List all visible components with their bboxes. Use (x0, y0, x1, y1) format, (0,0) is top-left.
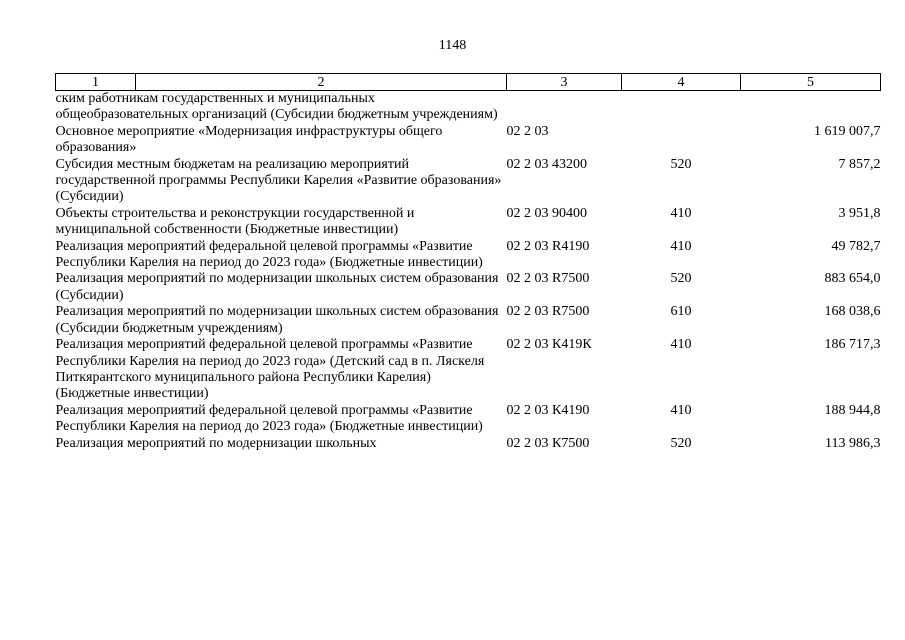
row-code: 02 2 03 R7500 (506, 271, 590, 287)
row-sum (741, 91, 881, 124)
row-sum: 883 654,0 (824, 271, 881, 287)
row-vr: 410 (670, 238, 692, 254)
row-code: 02 2 03 К419К (506, 337, 592, 353)
header-row (56, 74, 881, 91)
table-row (56, 304, 881, 337)
table-row (56, 239, 881, 272)
table-row (56, 436, 881, 452)
row-code (507, 91, 622, 124)
header-col-5: 5 (741, 74, 881, 91)
table-header (56, 74, 881, 91)
page-number: 1148 (438, 38, 467, 53)
row-vr: 520 (670, 271, 692, 287)
row-name: Реализация мероприятий федеральной целевой программы «Развитие Республики Карелия на период до 2023 года» (Детский сад в п. Ляскеля Питкярантского муниципального района Республики Карелия) (Бюджетные инвестиции) (55, 337, 485, 402)
row-name: Объекты строительства и реконструкции государственной и муниципальной собственности (Бюджетные инвестиции) (55, 205, 415, 238)
header-col-2: 2 (136, 74, 507, 91)
row-name: ским работникам государственных и муниципальных общеобразовательных организаций (Субсидии бюджетным учреждениям) (55, 91, 498, 123)
row-vr (622, 91, 741, 124)
row-code: 02 2 03 43200 (506, 156, 587, 172)
table-row (56, 337, 881, 403)
row-vr (622, 124, 741, 157)
row-name: Реализация мероприятий федеральной целевой программы «Развитие Республики Карелия на период до 2023 года» (Бюджетные инвестиции) (55, 238, 483, 271)
table-row (56, 124, 881, 157)
table-row (56, 403, 881, 436)
row-name: Основное мероприятие «Модернизация инфраструктуры общего образования» (55, 123, 443, 156)
header-col-3: 3 (507, 74, 622, 91)
row-vr: 610 (670, 304, 692, 320)
table-row (56, 91, 881, 124)
row-sum: 113 986,3 (825, 435, 881, 451)
header-col-1: 1 (56, 74, 136, 91)
table-body (56, 91, 881, 452)
row-sum: 188 944,8 (824, 402, 881, 418)
header-col-4: 4 (622, 74, 741, 91)
row-sum: 186 717,3 (824, 337, 881, 353)
row-sum: 168 038,6 (824, 304, 881, 320)
row-vr: 410 (670, 337, 692, 353)
row-sum: 1 619 007,7 (814, 123, 881, 139)
row-vr: 520 (670, 435, 692, 451)
row-sum: 49 782,7 (831, 238, 881, 254)
row-name: Реализация мероприятий по модернизации школьных (55, 435, 377, 451)
row-vr: 520 (670, 156, 692, 172)
table-row (56, 271, 881, 304)
row-sum: 3 951,8 (838, 205, 881, 221)
row-name: Реализация мероприятий по модернизации школьных систем образования (Субсидии) (55, 271, 499, 303)
row-name: Реализация мероприятий по модернизации школьных систем образования (Субсидии бюджетным учреждениям) (55, 304, 499, 336)
row-code: 02 2 03 (506, 123, 549, 139)
row-code: 02 2 03 R4190 (506, 238, 590, 254)
row-code: 02 2 03 R7500 (506, 304, 590, 320)
table-row (56, 157, 881, 206)
row-code: 02 2 03 90400 (506, 205, 587, 221)
budget-table (55, 73, 881, 452)
row-vr: 410 (670, 205, 692, 221)
row-vr: 410 (670, 402, 692, 418)
row-name: Субсидия местным бюджетам на реализацию мероприятий государственной программы Республики Карелия «Развитие образования» (Субсидии) (55, 156, 502, 205)
row-name: Реализация мероприятий федеральной целевой программы «Развитие Республики Карелия на период до 2023 года» (Бюджетные инвестиции) (55, 402, 483, 435)
row-code: 02 2 03 К7500 (506, 435, 590, 451)
row-code: 02 2 03 К4190 (506, 402, 590, 418)
table-row (56, 206, 881, 239)
row-sum: 7 857,2 (838, 156, 881, 172)
